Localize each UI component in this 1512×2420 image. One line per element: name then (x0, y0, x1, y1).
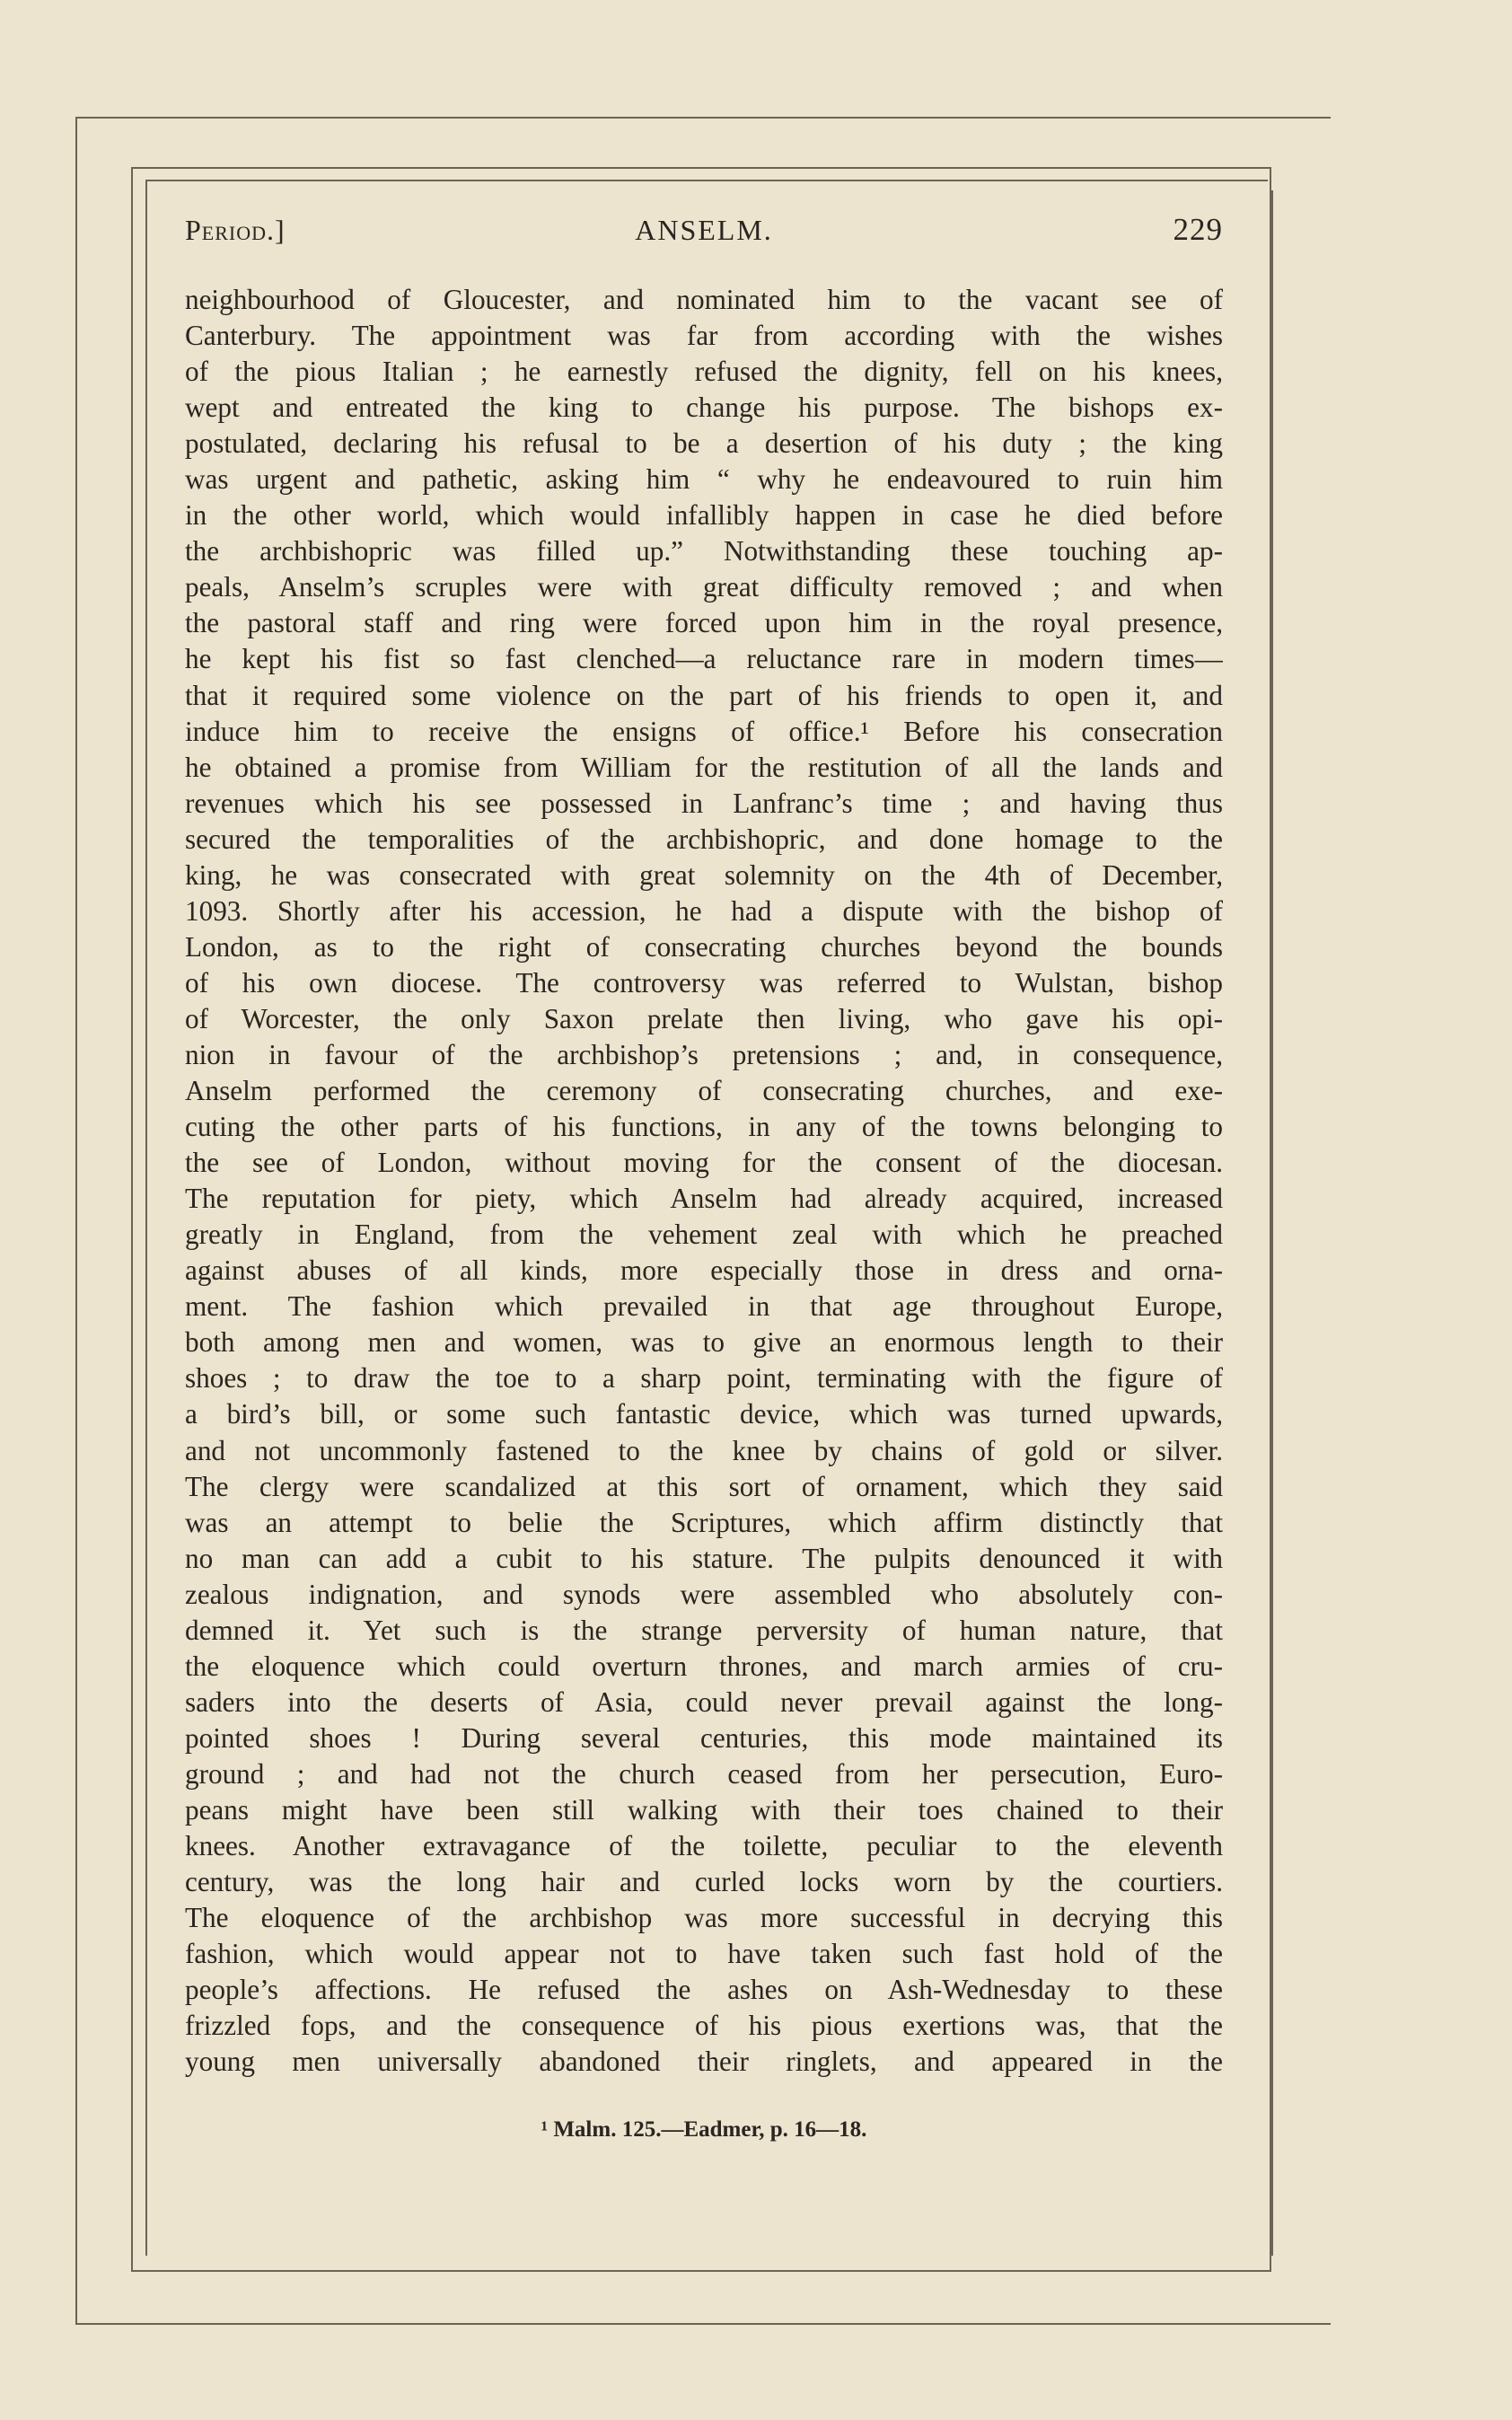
text-line: of the pious Italian ; he earnestly refused the dignity, fell on his knees, (185, 356, 1223, 388)
page-number: 229 (1173, 212, 1223, 247)
text-line: the archbishopric was filled up.” Notwithstanding these touching ap- (185, 535, 1223, 568)
text-line: peans might have been still walking with their toes chained to their (185, 1793, 1223, 1826)
text-line: the pastoral staff and ring were forced upon him in the royal presence, (185, 607, 1223, 639)
text-line: ground ; and had not the church ceased from her persecution, Euro- (185, 1757, 1223, 1790)
text-line: peals, Anselm’s scruples were with great difficulty removed ; and when (185, 571, 1223, 603)
text-line: Canterbury. The appointment was far from according with the wishes (185, 320, 1223, 352)
text-line: demned it. Yet such is the strange perversity of human nature, that (185, 1614, 1223, 1646)
text-line: century, was the long hair and curled locks worn by the courtiers. (185, 1866, 1223, 1898)
text-line: and not uncommonly fastened to the knee by chains of gold or silver. (185, 1434, 1223, 1466)
text-line: of Worcester, the only Saxon prelate then living, who gave his opi- (185, 1002, 1223, 1034)
text-line: of his own diocese. The controversy was referred to Wulstan, bishop (185, 966, 1223, 999)
text-line: 1093. Shortly after his accession, he had a dispute with the bishop of (185, 894, 1223, 927)
text-line: knees. Another extravagance of the toilette, peculiar to the eleventh (185, 1830, 1223, 1862)
text-line: he obtained a promise from William for the restitution of all the lands and (185, 751, 1223, 783)
text-line: cuting the other parts of his functions, in any of the towns belonging to (185, 1111, 1223, 1143)
text-line: in the other world, which would infallibly happen in case he died before (185, 499, 1223, 532)
text-line: fashion, which would appear not to have taken such fast hold of the (185, 1938, 1223, 1970)
text-line: both among men and women, was to give an enormous length to their (185, 1326, 1223, 1359)
text-line: he kept his fist so fast clenched—a reluctance rare in modern times— (185, 643, 1223, 675)
text-line: young men universally abandoned their ringlets, and appeared in the (185, 2046, 1223, 2078)
text-line: The reputation for piety, which Anselm had already acquired, increased (185, 1183, 1223, 1215)
text-line: the see of London, without moving for the consent of the diocesan. (185, 1147, 1223, 1179)
header-title: ANSELM. (635, 214, 773, 246)
text-line: shoes ; to draw the toe to a sharp point, terminating with the figure of (185, 1362, 1223, 1395)
text-line: neighbourhood of Gloucester, and nominated him to the vacant see of (185, 284, 1223, 315)
text-line: no man can add a cubit to his stature. The pulpits denounced it with (185, 1542, 1223, 1574)
book-page (185, 212, 1223, 2143)
text-line: secured the temporalities of the archbishopric, and done homage to the (185, 823, 1223, 855)
text-line: was an attempt to belie the Scriptures, which affirm distinctly that (185, 1506, 1223, 1538)
text-line: greatly in England, from the vehement zeal with which he preached (185, 1219, 1223, 1251)
text-line: London, as to the right of consecrating churches beyond the bounds (185, 930, 1223, 963)
text-line: pointed shoes ! During several centuries, this mode maintained its (185, 1721, 1223, 1754)
text-line: people’s affections. He refused the ashes on Ash-Wednesday to these (185, 1974, 1223, 2006)
text-line: The eloquence of the archbishop was more successful in decrying this (185, 1902, 1223, 1934)
footnote: ¹ Malm. 125.—Eadmer, p. 16—18. (541, 2117, 867, 2143)
text-line: was urgent and pathetic, asking him “ why he endeavoured to ruin him (185, 463, 1223, 496)
running-header (185, 212, 1223, 266)
text-line: saders into the deserts of Asia, could never prevail against the long- (185, 1685, 1223, 1718)
text-line: ment. The fashion which prevailed in that age throughout Europe, (185, 1290, 1223, 1323)
text-line: wept and entreated the king to change his purpose. The bishops ex- (185, 392, 1223, 424)
text-line: revenues which his see possessed in Lanfranc’s time ; and having thus (185, 787, 1223, 819)
text-line: induce him to receive the ensigns of office.¹ Before his consecration (185, 715, 1223, 747)
text-line: Anselm performed the ceremony of consecrating churches, and exe- (185, 1075, 1223, 1107)
body-text (185, 282, 1223, 2080)
text-line: zealous indignation, and synods were assembled who absolutely con- (185, 1578, 1223, 1610)
text-line: king, he was consecrated with great solemnity on the 4th of December, (185, 858, 1223, 891)
text-line: The clergy were scandalized at this sort of ornament, which they said (185, 1470, 1223, 1502)
text-line: against abuses of all kinds, more especially those in dress and orna- (185, 1254, 1223, 1287)
text-line: nion in favour of the archbishop’s pretensions ; and, in consequence, (185, 1038, 1223, 1070)
text-line: frizzled fops, and the consequence of his pious exertions was, that the (185, 2010, 1223, 2042)
text-line: that it required some violence on the part of his friends to open it, and (185, 679, 1223, 711)
text-line: the eloquence which could overturn thrones, and march armies of cru- (185, 1650, 1223, 1682)
text-line: a bird’s bill, or some such fantastic device, which was turned upwards, (185, 1398, 1223, 1430)
text-line: postulated, declaring his refusal to be a desertion of his duty ; the king (185, 427, 1223, 460)
header-section: Period.] (185, 214, 286, 246)
